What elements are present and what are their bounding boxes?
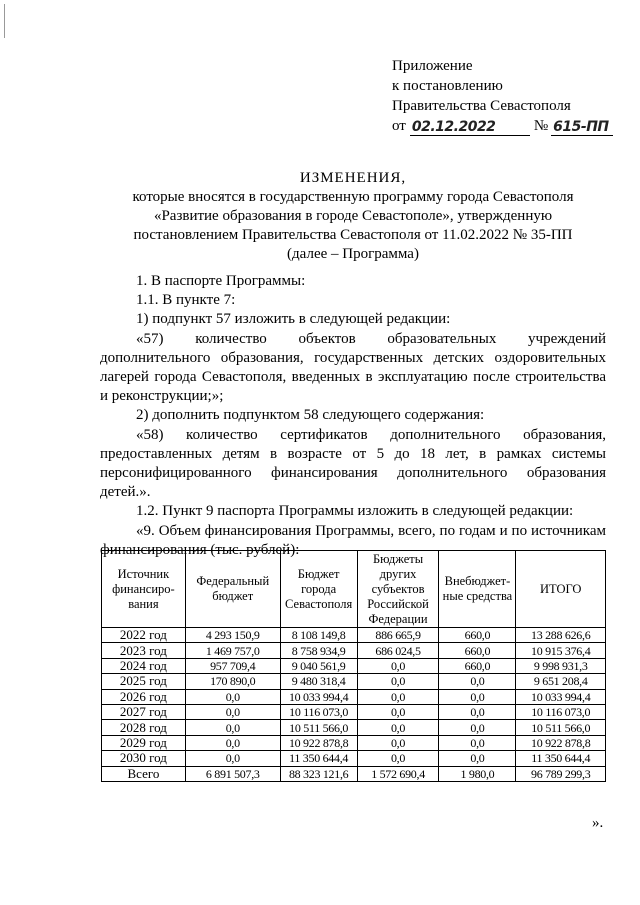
table-cell: 8 758 934,9 — [280, 643, 357, 658]
table-cell: 0,0 — [357, 735, 439, 750]
table-row — [102, 720, 606, 735]
table-cell: 96 789 299,3 — [516, 766, 606, 781]
table-cell: 0,0 — [185, 704, 280, 719]
table-cell: 0,0 — [185, 751, 280, 766]
paragraph-item-58: «58) количество сертификатов дополнительного образования, предоставленных детям в возрасте от 5 до 18 лет, в рамках системы персонифицированного финансирования дополнительного образования детей.». — [100, 426, 606, 501]
table-cell: 0,0 — [357, 720, 439, 735]
appendix-header — [392, 56, 632, 136]
table-cell: 10 033 994,4 — [280, 689, 357, 704]
table-cell: 9 998 931,3 — [516, 658, 606, 673]
table-row — [102, 735, 606, 750]
table-cell: 9 040 561,9 — [280, 658, 357, 673]
row-label: 2023 год — [102, 643, 186, 658]
table-header-row — [102, 551, 606, 628]
from-label: от — [392, 118, 406, 134]
table-cell: 886 665,9 — [357, 628, 439, 643]
closing-quote: ». — [592, 815, 604, 831]
table-cell: 957 709,4 — [185, 658, 280, 673]
table-row — [102, 658, 606, 673]
table-cell: 10 511 566,0 — [516, 720, 606, 735]
document-title — [100, 169, 606, 264]
table-cell: 0,0 — [185, 735, 280, 750]
table-cell: 9 651 208,4 — [516, 674, 606, 689]
header-city-budget: Бюджет города Севастополя — [280, 551, 357, 628]
title-line-2: которые вносятся в государственную программу города Севастополя — [132, 189, 574, 205]
table-cell: 0,0 — [439, 689, 516, 704]
table-row — [102, 751, 606, 766]
table-cell: 10 033 994,4 — [516, 689, 606, 704]
page-edge-mark — [4, 4, 5, 38]
table-row — [102, 704, 606, 719]
financing-table — [101, 550, 606, 782]
resolution-date: 02.12.2022 — [410, 120, 530, 136]
header-source: Источник финансиро-вания — [102, 551, 186, 628]
table-cell: 1 980,0 — [439, 766, 516, 781]
row-label: 2029 год — [102, 735, 186, 750]
table-cell: 0,0 — [185, 720, 280, 735]
paragraph-item-57: «57) количество объектов образовательных учреждений дополнительного образования, государственных детских оздоровительных лагерей города Севастополя, введенных в эксплуатацию после строительства и реконструкции;»; — [100, 330, 606, 405]
row-label: 2022 год — [102, 628, 186, 643]
paragraph-1-1: 1.1. В пункте 7: — [136, 292, 236, 309]
resolution-line: к постановлению — [392, 78, 503, 94]
header-extrabudgetary: Внебюджет-ные средства — [439, 551, 516, 628]
table-cell: 660,0 — [439, 658, 516, 673]
table-cell: 660,0 — [439, 628, 516, 643]
table-cell: 88 323 121,6 — [280, 766, 357, 781]
table-cell: 10 116 073,0 — [280, 704, 357, 719]
table-cell: 0,0 — [185, 689, 280, 704]
table-cell: 10 922 878,8 — [280, 735, 357, 750]
table-row — [102, 674, 606, 689]
table-row — [102, 689, 606, 704]
table-cell: 0,0 — [357, 751, 439, 766]
header-other-regions: Бюджеты других субъектов Российской Федерации — [357, 551, 439, 628]
paragraph-item-9: «9. Объем финансирования Программы, всего, по годам и по источникам финансирования (тыс. рублей): — [100, 522, 606, 558]
table-cell: 170 890,0 — [185, 674, 280, 689]
table-body — [102, 628, 606, 782]
table-row — [102, 628, 606, 643]
title-line-4: постановлением Правительства Севастополя от 11.02.2022 № 35-ПП — [133, 227, 573, 243]
row-label: Всего — [102, 766, 186, 781]
row-label: 2030 год — [102, 751, 186, 766]
table-cell: 4 293 150,9 — [185, 628, 280, 643]
table-cell: 13 288 626,6 — [516, 628, 606, 643]
row-label: 2025 год — [102, 674, 186, 689]
table-cell: 0,0 — [439, 674, 516, 689]
table-cell: 0,0 — [439, 735, 516, 750]
table-cell: 0,0 — [439, 704, 516, 719]
table-row — [102, 766, 606, 781]
table-cell: 10 922 878,8 — [516, 735, 606, 750]
table-cell: 10 915 376,4 — [516, 643, 606, 658]
paragraph-subitem-2: 2) дополнить подпунктом 58 следующего содержания: — [136, 407, 485, 424]
table-cell: 6 891 507,3 — [185, 766, 280, 781]
table-cell: 9 480 318,4 — [280, 674, 357, 689]
paragraph-1: 1. В паспорте Программы: — [136, 273, 306, 289]
table-cell: 10 511 566,0 — [280, 720, 357, 735]
paragraph-subitem-1: 1) подпункт 57 изложить в следующей редакции: — [136, 311, 451, 328]
row-label: 2028 год — [102, 720, 186, 735]
table-row — [102, 643, 606, 658]
row-label: 2026 год — [102, 689, 186, 704]
table-cell: 660,0 — [439, 643, 516, 658]
document-body — [100, 272, 606, 560]
number-label: № — [533, 118, 549, 134]
appendix-line: Приложение — [392, 58, 473, 74]
government-line: Правительства Севастополя — [392, 98, 571, 114]
table-cell: 11 350 644,4 — [516, 751, 606, 766]
table-cell: 0,0 — [357, 658, 439, 673]
table-cell: 0,0 — [357, 689, 439, 704]
table-cell: 1 572 690,4 — [357, 766, 439, 781]
title-line-5: (далее – Программа) — [287, 246, 419, 262]
table-cell: 686 024,5 — [357, 643, 439, 658]
header-total: ИТОГО — [516, 551, 606, 628]
paragraph-1-2: 1.2. Пункт 9 паспорта Программы изложить в следующей редакции: — [136, 503, 574, 520]
table-cell: 0,0 — [439, 751, 516, 766]
row-label: 2027 год — [102, 704, 186, 719]
table-cell: 11 350 644,4 — [280, 751, 357, 766]
row-label: 2024 год — [102, 658, 186, 673]
resolution-date-number — [392, 116, 632, 136]
table-cell: 10 116 073,0 — [516, 704, 606, 719]
table-cell: 0,0 — [357, 704, 439, 719]
title-line-3: «Развитие образования в городе Севастополе», утвержденную — [153, 208, 553, 224]
title-heading: ИЗМЕНЕНИЯ, — [299, 170, 407, 186]
table-cell: 0,0 — [439, 720, 516, 735]
resolution-number: 615-ПП — [551, 120, 613, 136]
table-cell: 1 469 757,0 — [185, 643, 280, 658]
header-federal-budget: Федеральный бюджет — [185, 551, 280, 628]
table-cell: 8 108 149,8 — [280, 628, 357, 643]
table-cell: 0,0 — [357, 674, 439, 689]
